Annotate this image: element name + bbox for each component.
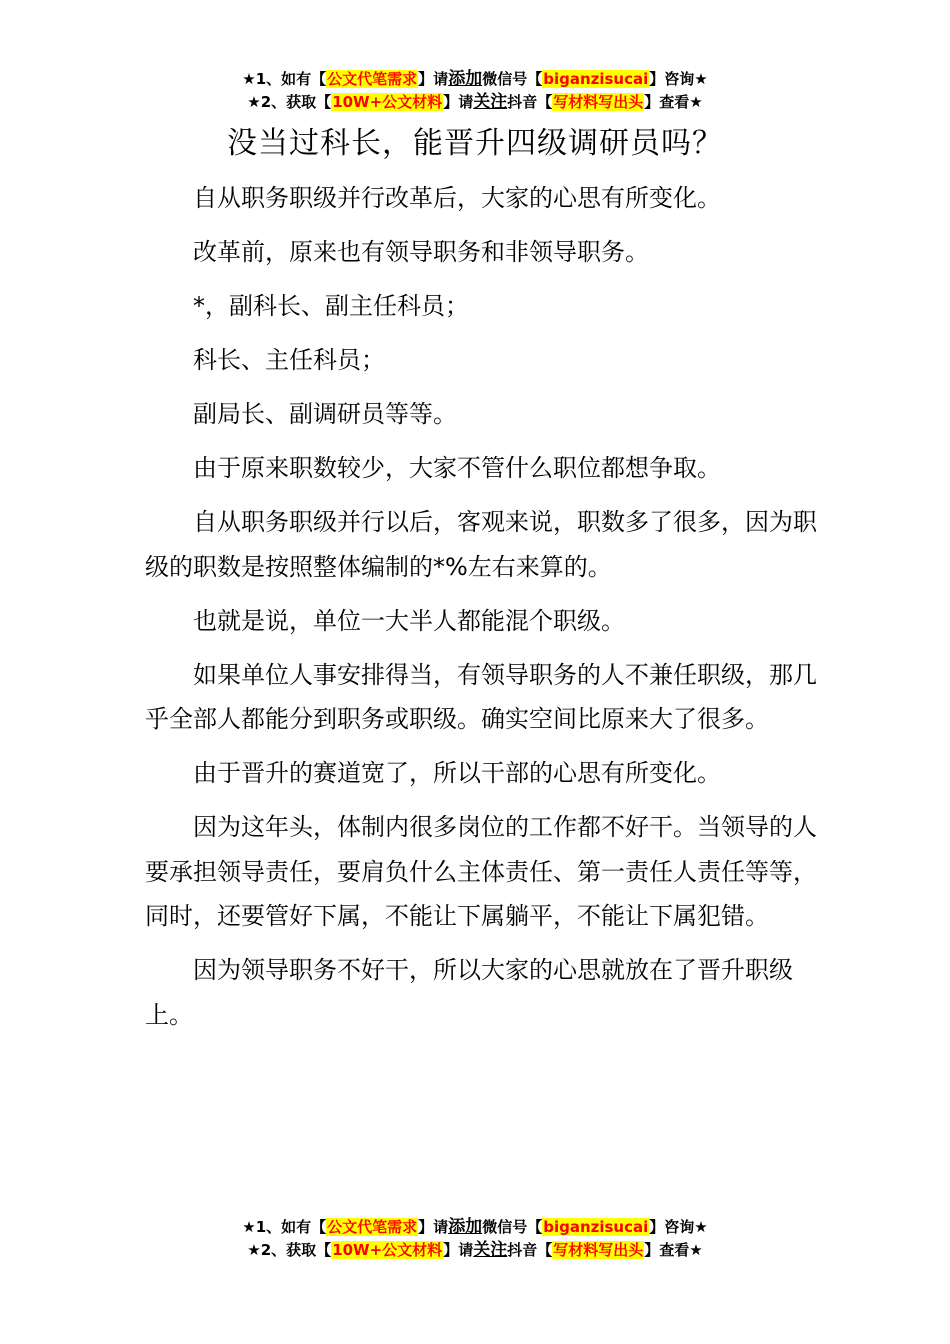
- banner-text: 】查看★: [644, 93, 703, 111]
- banner-emphasis: 关注: [473, 1240, 508, 1260]
- highlight-service: 公文代笔需求: [327, 70, 418, 88]
- banner-text: 抖音【: [507, 1241, 553, 1259]
- banner-text: ★1、如有【: [242, 70, 327, 88]
- banner-line-2: [0, 1239, 950, 1262]
- paragraph: 自从职务职级并行以后，客观来说，职数多了很多，因为职级的职数是按照整体编制的*%左右来算的。: [145, 508, 817, 581]
- banner-line-1: [0, 1216, 950, 1239]
- footer-banner: [0, 1216, 950, 1262]
- banner-text: 微信号【: [482, 70, 543, 88]
- banner-line-1: [0, 68, 950, 91]
- paragraph: 由于原来职数较少，大家不管什么职位都想争取。: [193, 454, 721, 482]
- header-banner: [0, 68, 950, 114]
- paragraph: 科长、主任科员；: [193, 346, 385, 374]
- banner-text: ★2、获取【: [247, 93, 332, 111]
- highlight-service: 公文代笔需求: [327, 1218, 418, 1236]
- banner-text: ★2、获取【: [247, 1241, 332, 1259]
- highlight-douyin: 写材料写出头: [553, 1241, 644, 1259]
- paragraph: 由于晋升的赛道宽了，所以干部的心思有所变化。: [193, 759, 721, 787]
- paragraph: 如果单位人事安排得当，有领导职务的人不兼任职级，那几乎全部人都能分到职务或职级。确实空间比原来大了很多。: [145, 660, 817, 733]
- highlight-douyin: 写材料写出头: [553, 93, 644, 111]
- banner-text: 】请: [418, 1218, 449, 1236]
- banner-text: 】咨询★: [649, 1218, 708, 1236]
- paragraph: 改革前，原来也有领导职务和非领导职务。: [193, 238, 649, 266]
- highlight-materials: 10W+公文材料: [332, 93, 443, 111]
- highlight-materials: 10W+公文材料: [332, 1241, 443, 1259]
- paragraph: *，副科长、副主任科员；: [193, 292, 469, 320]
- banner-text: 】咨询★: [649, 70, 708, 88]
- highlight-wechat-id: biganzisucai: [543, 70, 649, 88]
- banner-text: 】请: [443, 93, 474, 111]
- highlight-wechat-id: biganzisucai: [543, 1218, 649, 1236]
- banner-emphasis: 添加: [448, 1217, 483, 1237]
- document-title: 没当过科长，能晋升四级调研员吗？: [227, 126, 723, 161]
- paragraph: 因为领导职务不好干，所以大家的心思就放在了晋升职级上。: [145, 956, 793, 1029]
- banner-emphasis: 关注: [473, 92, 508, 112]
- paragraph: 副局长、副调研员等等。: [193, 400, 457, 428]
- banner-text: 抖音【: [507, 93, 553, 111]
- banner-line-2: [0, 91, 950, 114]
- banner-text: 】请: [418, 70, 449, 88]
- paragraph: 也就是说，单位一大半人都能混个职级。: [193, 606, 625, 635]
- document-body: [145, 176, 835, 1047]
- banner-text: ★1、如有【: [242, 1218, 327, 1236]
- banner-text: 】请: [443, 1241, 474, 1259]
- banner-text: 微信号【: [482, 1218, 543, 1236]
- paragraph: 因为这年头，体制内很多岗位的工作都不好干。当领导的人要承担领导责任，要肩负什么主体责任、第一责任人责任等等，同时，还要管好下属，不能让下属躺平，不能让下属犯错。: [145, 813, 817, 930]
- paragraph: 自从职务职级并行改革后，大家的心思有所变化。: [193, 184, 721, 212]
- banner-text: 】查看★: [644, 1241, 703, 1259]
- banner-emphasis: 添加: [448, 69, 483, 89]
